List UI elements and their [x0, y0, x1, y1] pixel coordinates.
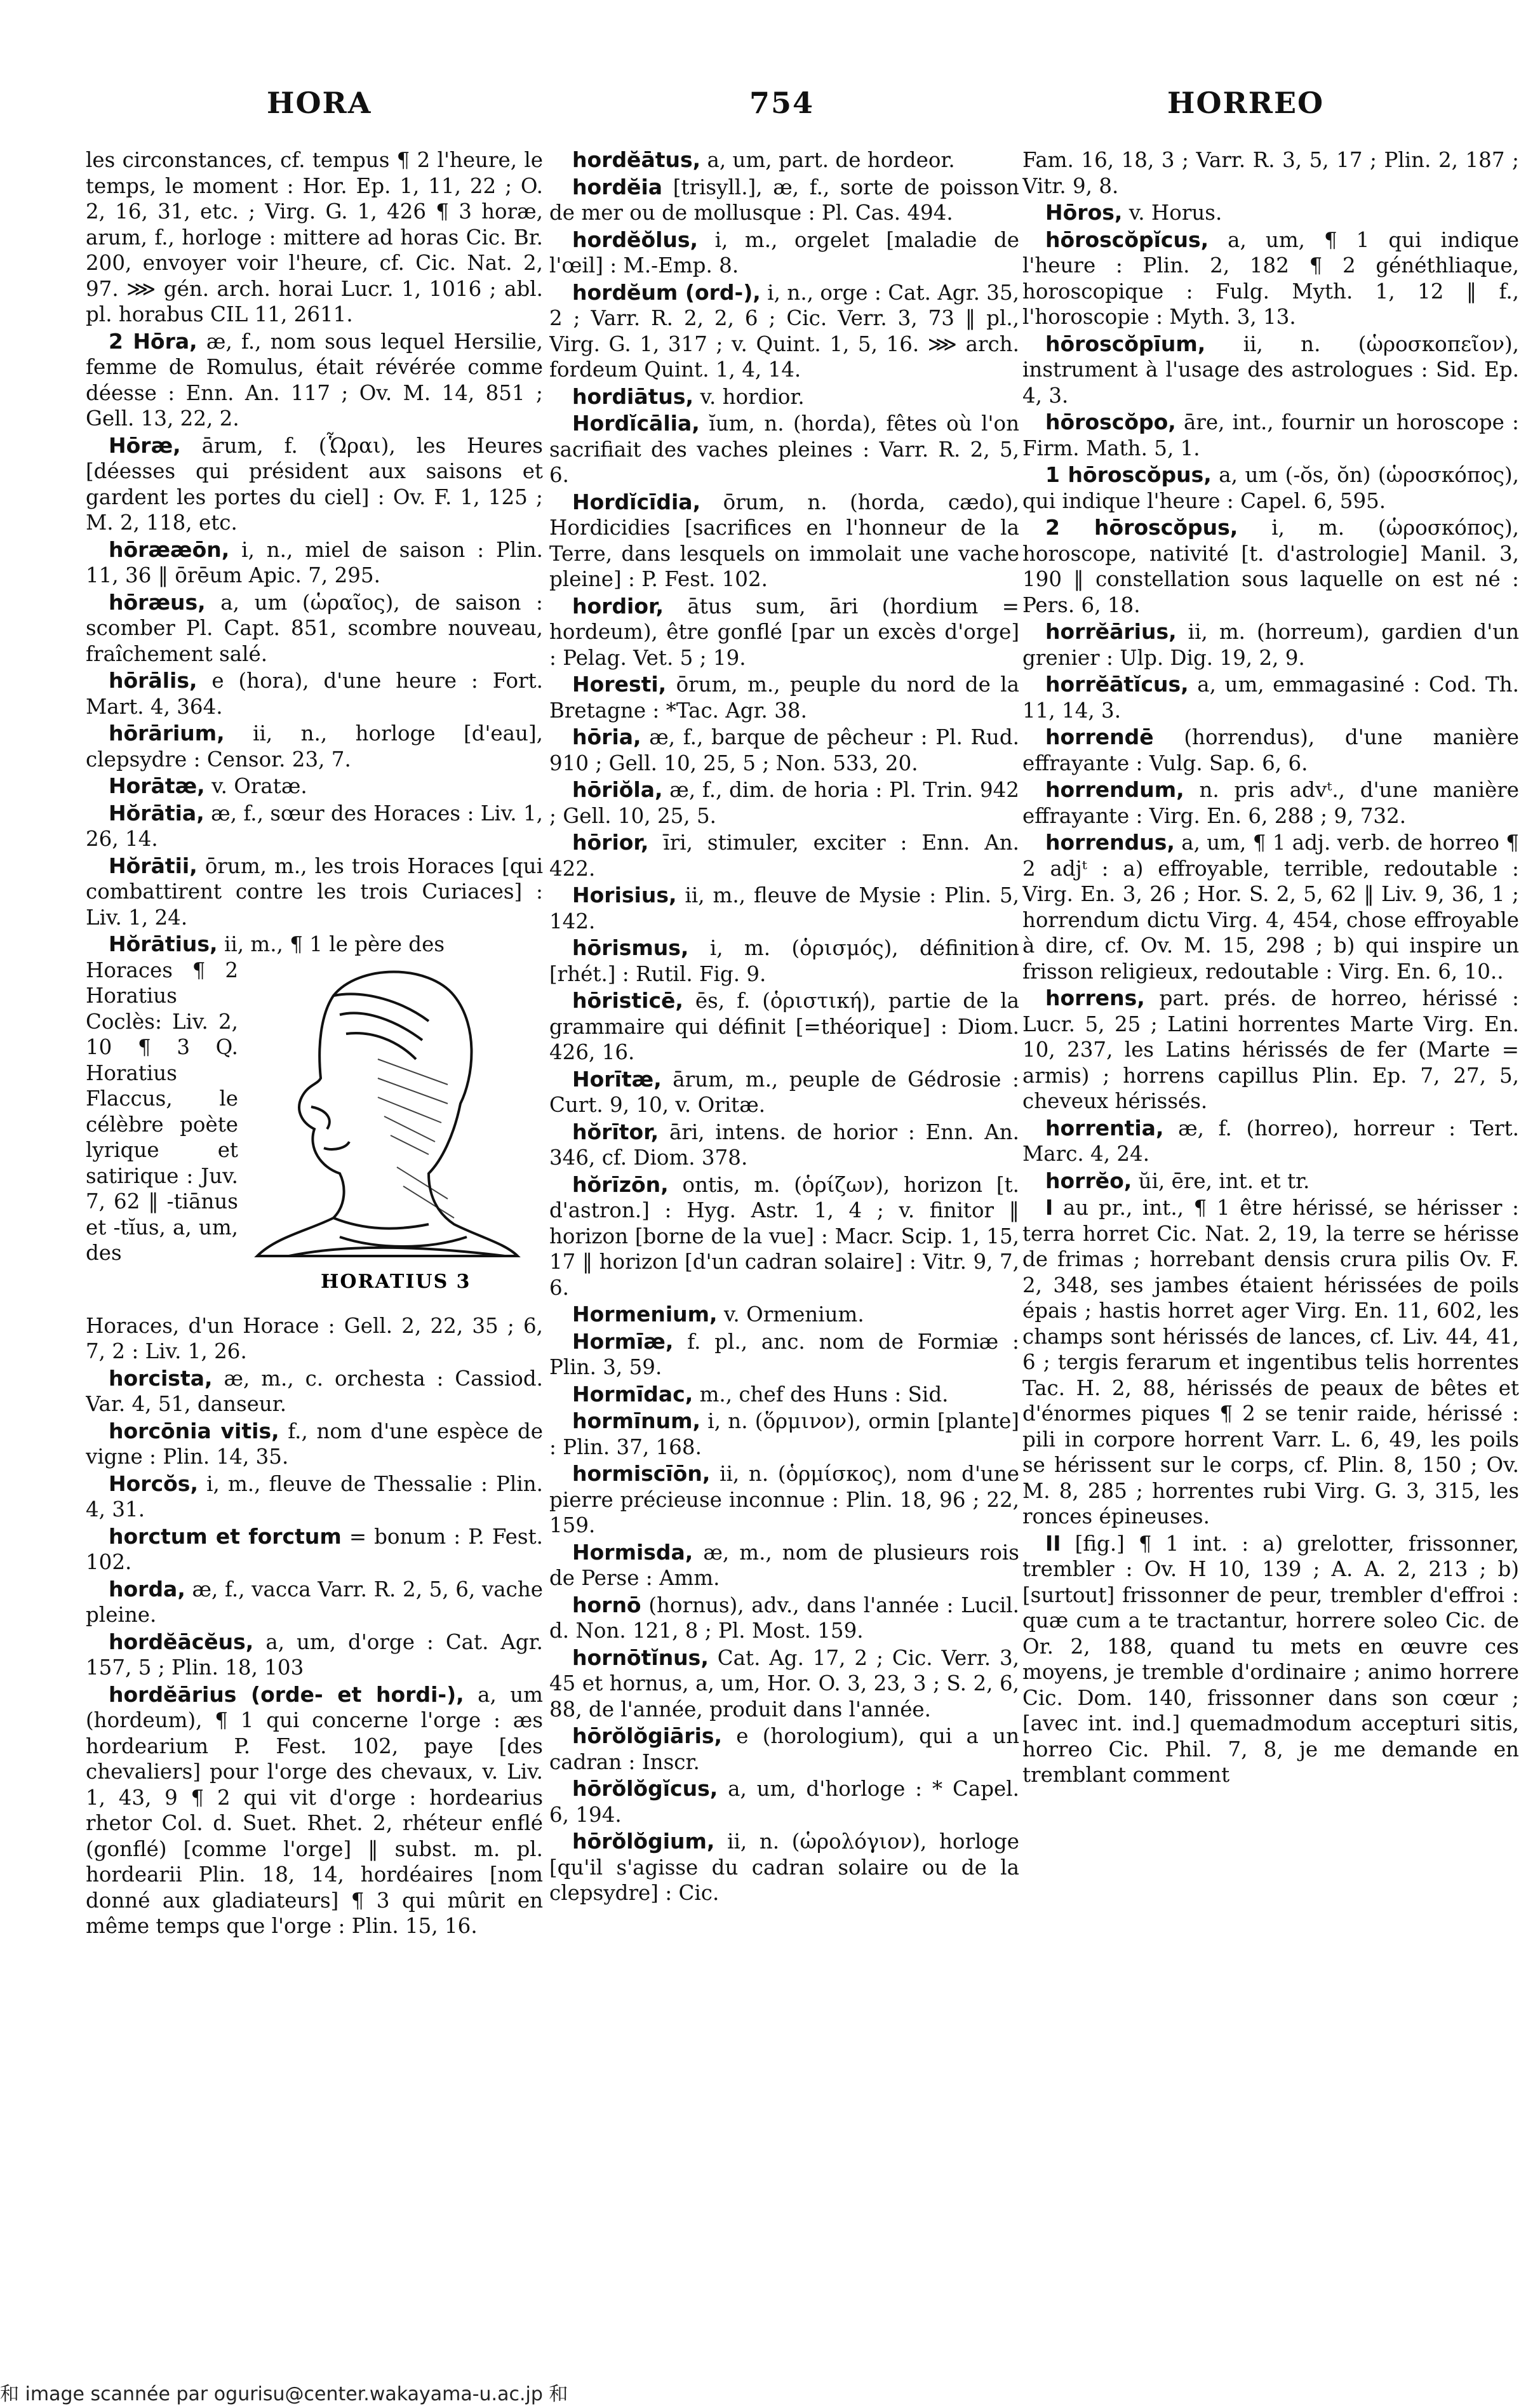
- dictionary-entry: [549, 1302, 1019, 1328]
- horatius-portrait-image: [238, 958, 537, 1300]
- column-1-entries-bottom: [86, 1313, 543, 1939]
- entry-headword: Hōros,: [1045, 200, 1123, 225]
- dictionary-entry: [549, 725, 1019, 776]
- column-2: [549, 147, 1019, 2351]
- entry-definition: a, um (-ŏs, ŏn) (ὡροσκόπος), qui indique l'heure : Capel. 6, 595.: [1022, 463, 1519, 513]
- entry-headword: II: [1045, 1530, 1061, 1556]
- entry-headword: hōroscŏpīum,: [1045, 331, 1206, 356]
- dictionary-entry: [549, 935, 1019, 987]
- dictionary-entry: [549, 1776, 1019, 1828]
- dictionary-entry: [549, 1461, 1019, 1539]
- entry-headword: 2 Hōra,: [109, 328, 198, 354]
- dictionary-entry: [1022, 331, 1519, 409]
- entry-definition: a, um, d'horloge : * Capel. 6, 194.: [549, 1777, 1019, 1827]
- entry-definition: v. hordior.: [700, 384, 805, 409]
- entry-headword: hōrŏlŏgium,: [572, 1829, 715, 1854]
- entry-headword: Horātæ,: [109, 773, 205, 798]
- dictionary-entry: [86, 1577, 543, 1628]
- entry-headword: Horcŏs,: [109, 1471, 198, 1496]
- entry-definition: ŭi, ēre, int. et tr.: [1138, 1168, 1310, 1193]
- dictionary-entry: [1022, 227, 1519, 330]
- entry-definition: i, n., orge : Cat. Agr. 35, 2 ; Varr. R. 2, 2, 6 ; Cic. Verr. 3, 73 ‖ pl., Virg. G. 1, 317 ; v. Quint. 1, 5, 16. ⋙ arch. fordeum Quint. 1, 4, 14.: [549, 280, 1019, 382]
- entry-headword: hōrālis,: [109, 668, 198, 693]
- entry-definition: f., nom d'une espèce de vigne : Plin. 14, 35.: [86, 1419, 543, 1469]
- dictionary-entry: [86, 853, 543, 931]
- entry-definition: [trisyll.], æ, f., sorte de poisson de mer ou de mollusque : Pl. Cas. 494.: [549, 175, 1019, 225]
- entry-definition: a, um, ¶ 1 adj. verb. de horreo ¶ 2 adjᵗ : a) effroyable, terrible, redoutable : Virg. En. 3, 26 ; Hor. S. 2, 5, 62 ‖ Liv. 9, 36, 1 ; horrendum dictu Virg. 4, 454, chose effroyable à dire, cf. Ov. M. 15, 298 ; b) qui inspire un frisson religieux, redoutable : Virg. En. 6, 10..: [1022, 831, 1519, 984]
- entry-headword: hōroscŏpĭcus,: [1045, 227, 1209, 252]
- entry-definition: m., chef des Huns : Sid.: [699, 1382, 949, 1407]
- dictionary-entry: [86, 433, 543, 536]
- dictionary-entry: [1022, 410, 1519, 461]
- dictionary-entry: [549, 1408, 1019, 1460]
- dictionary-entry: [549, 1829, 1019, 1906]
- dictionary-entry: [549, 411, 1019, 488]
- entry-headword: hordĕācĕus,: [109, 1629, 254, 1654]
- dictionary-entry: [1022, 1195, 1519, 1530]
- entry-headword: hōriŏla,: [572, 777, 663, 802]
- entry-definition: a, um, emmagasiné : Cod. Th. 11, 14, 3.: [1022, 672, 1519, 723]
- dictionary-entry: [549, 1723, 1019, 1775]
- entry-definition: ĭum, n. (horda), fêtes où l'on sacrifiait des vaches pleines : Varr. R. 2, 5, 6.: [549, 411, 1019, 487]
- entry-headword: horrens,: [1045, 986, 1145, 1010]
- entry-definition: ii, m. (horreum), gardien d'un grenier : Ulp. Dig. 19, 2, 9.: [1022, 620, 1519, 670]
- entry-headword: Horesti,: [572, 672, 667, 697]
- dictionary-entry: [86, 773, 543, 799]
- entry-definition: les circonstances, cf. tempus ¶ 2 l'heure, le temps, le moment : Hor. Ep. 1, 11, 22 ; O. 2, 16, 31, etc. ; Virg. G. 1, 426 ¶ 3 horæ, arum, f., horloge : mittere ad horas Cic. Br. 200, envoyer voir l'heure, cf. Cic. Nat. 2, 97. ⋙ gén. arch. horai Lucr. 1, 1016 ; abl. pl. horabus CIL 11, 2611.: [86, 148, 543, 326]
- entry-definition: ii, m., ¶ 1 le père des: [224, 932, 445, 956]
- entry-headword: hŏrīzōn,: [572, 1172, 669, 1197]
- entry-headword: Hŏrātius,: [109, 932, 218, 956]
- entry-definition: i, m. (ὁρισμός), définition [rhét.] : Rutil. Fig. 9.: [549, 936, 1019, 986]
- entry-definition: Horaces, d'un Horace : Gell. 2, 22, 35 ; 6, 7, 2 : Liv. 1, 26.: [86, 1313, 543, 1363]
- dictionary-entry: [1022, 515, 1519, 618]
- entry-definition: a, um (ὡραῖος), de saison : scomber Pl. Capt. 851, scombre nouveau, fraîchement salé.: [86, 590, 543, 666]
- entry-definition: [fig.] ¶ 1 int. : a) grelotter, frissonner, trembler : Ov. H 10, 139 ; A. A. 2, 213 ; b) [surtout] frissonner de peur, trembler d'effroi : quæ cum a te tractantur, horrere soleo Cic. de Or. 2, 188, quand tu mets en œuvre ces moyens, je tremble d'ordinaire ; animo horrere Cic. Dom. 140, frissonner dans son cœur ; [avec int. ind.] quemadmodum accepturi sitis, horreo Cic. Phil. 7, 8, je me demande en tremblant comment: [1022, 1531, 1519, 1787]
- dictionary-entry: [86, 668, 543, 719]
- entry-definition: a, um, d'orge : Cat. Agr. 157, 5 ; Plin. 18, 103: [86, 1629, 543, 1680]
- dictionary-entry: [1022, 1116, 1519, 1167]
- entry-headword: hordĕia: [572, 174, 663, 199]
- entry-headword: Hōræ,: [109, 432, 181, 458]
- entry-definition: a, um (hordeum), ¶ 1 qui concerne l'orge : æs hordearium P. Fest. 102, paye [des chevaliers] pour l'orge des chevaux, v. Liv. 1, 43, 9 ¶ 2 qui vit d'orge : hordearius rhetor Col. d. Suet. Rhet. 2, rhéteur enflé (gonflé) [comme l'orge] ‖ subst. m. pl. hordearii Plin. 18, 14, hordéaires [nom donné aux gladiateurs] ¶ 3 qui mûrit en même temps que l'orge : Plin. 15, 16.: [86, 1682, 543, 1938]
- entry-headword: hornō: [572, 1592, 641, 1617]
- entry-headword: 2 hōroscŏpus,: [1045, 515, 1238, 540]
- portrait-side-text: Horaces ¶ 2 Horatius Coclès: Liv. 2, 10 ¶ 3 Q. Horatius Flaccus, le célèbre poète lyrique et satirique : Juv. 7, 62 ‖ -tiānus et -tĭus, a, um, des: [86, 958, 238, 1265]
- entry-definition: ārum, m., peuple de Gédrosie : Curt. 9, 10, v. Oritæ.: [549, 1067, 1019, 1117]
- dictionary-entry: [549, 384, 1019, 410]
- dictionary-entry: [86, 1629, 543, 1681]
- dictionary-entry: [86, 1471, 543, 1523]
- entry-definition: v. Oratæ.: [211, 774, 307, 798]
- entry-headword: I: [1045, 1195, 1054, 1220]
- dictionary-entry: [1022, 1168, 1519, 1194]
- entry-headword: hōristicē,: [572, 988, 683, 1013]
- entry-definition: i, m., fleuve de Thessalie : Plin. 4, 31.: [86, 1471, 543, 1521]
- dictionary-entry: [1022, 200, 1519, 226]
- entry-headword: Hormīdac,: [572, 1381, 693, 1407]
- dictionary-entry: [549, 280, 1019, 383]
- dictionary-entry: [86, 1366, 543, 1417]
- entry-definition: = bonum : P. Fest. 102.: [86, 1524, 543, 1574]
- entry-headword: hōrææōn,: [109, 537, 230, 562]
- dictionary-entry: [549, 883, 1019, 934]
- entry-definition: āre, int., fournir un horoscope : Firm. Math. 5, 1.: [1022, 410, 1519, 460]
- entry-headword: horrendum,: [1045, 777, 1184, 802]
- entry-headword: hōrŏlŏgĭcus,: [572, 1776, 718, 1801]
- entry-headword: hormiscīōn,: [572, 1461, 711, 1486]
- entry-definition: Fam. 16, 18, 3 ; Varr. R. 3, 5, 17 ; Plin. 2, 187 ; Vitr. 9, 8.: [1022, 148, 1519, 198]
- portrait-caption: HORATIUS 3: [321, 1270, 471, 1293]
- entry-headword: hōrārium,: [109, 721, 225, 745]
- dictionary-entry: [549, 594, 1019, 671]
- dictionary-entry: [549, 1382, 1019, 1408]
- entry-headword: Horītæ,: [572, 1066, 662, 1092]
- header-right-word: HORREO: [1167, 86, 1325, 120]
- dictionary-entry: [549, 227, 1019, 279]
- entry-definition: ontis, m. (ὁρίζων), horizon [t. d'astron.] : Hyg. Astr. 1, 4 ; v. finitor ‖ horizon [borne de la vue] : Macr. Scip. 1, 15, 17 ‖ horizon [d'un cadran solaire] : Vitr. 9, 7, 6.: [549, 1172, 1019, 1300]
- dictionary-entry: [1022, 986, 1519, 1114]
- entry-definition: ārum, f. (Ὧραι), les Heures [déesses qui président aux saisons et gardent les portes du ciel] : Ov. F. 1, 125 ; M. 2, 118, etc.: [86, 433, 543, 535]
- entry-definition: a, um, part. de hordeor.: [707, 148, 955, 172]
- dictionary-entry: [549, 1593, 1019, 1644]
- dictionary-entry: [549, 988, 1019, 1066]
- column-3: [1022, 147, 1519, 2351]
- entry-definition: i, m. (ὡροσκόπος), horoscope, nativité [t. d'astrologie] Manil. 3, 190 ‖ constellation sous laquelle on est né : Pers. 6, 18.: [1022, 516, 1519, 617]
- dictionary-entry: [86, 590, 543, 667]
- entry-definition: f. pl., anc. nom de Formiæ : Plin. 3, 59.: [549, 1329, 1019, 1379]
- entry-definition: æ, m., c. orchesta : Cassiod. Var. 4, 51, danseur.: [86, 1366, 543, 1416]
- entry-headword: hordĕātus,: [572, 147, 701, 172]
- entry-definition: æ, f., sœur des Horaces : Liv. 1, 26, 14.: [86, 801, 543, 851]
- entry-definition: ii, n. (ὡρολόγιον), horloge [qu'il s'agisse du cadran solaire ou de la clepsydre] : Cic.: [549, 1829, 1019, 1905]
- dictionary-entry: [86, 932, 543, 958]
- entry-definition: æ, f., dim. de horia : Pl. Trin. 942 ; Gell. 10, 25, 5.: [549, 778, 1019, 828]
- entry-headword: hōræus,: [109, 589, 206, 615]
- dictionary-entry: [549, 672, 1019, 723]
- entry-definition: i, n., miel de saison : Plin. 11, 36 ‖ ōrēum Apic. 7, 295.: [86, 537, 543, 587]
- dictionary-entry: [549, 490, 1019, 592]
- entry-headword: horrendus,: [1045, 830, 1175, 855]
- entry-definition: æ, f. (horreo), horreur : Tert. Marc. 4, 24.: [1022, 1116, 1519, 1166]
- entry-headword: horrentia,: [1045, 1115, 1164, 1140]
- entry-headword: horrĕātĭcus,: [1045, 672, 1189, 697]
- entry-definition: Cat. Ag. 17, 2 ; Cic. Verr. 3, 45 et hornus, a, um, Hor. O. 3, 23, 3 ; S. 2, 6, 88, de l'année, produit dans l'année.: [549, 1645, 1019, 1721]
- entry-definition: v. Horus.: [1128, 201, 1222, 225]
- entry-headword: hormīnum,: [572, 1408, 701, 1433]
- entry-definition: āri, intens. de horior : Enn. An. 346, cf. Diom. 378.: [549, 1119, 1019, 1170]
- entry-definition: ii, m., fleuve de Mysie : Plin. 5, 142.: [549, 883, 1019, 933]
- entry-headword: horcista,: [109, 1365, 213, 1391]
- entry-definition: ii, n. (ὁρμίσκος), nom d'une pierre précieuse inconnue : Plin. 18, 96 ; 22, 159.: [549, 1462, 1019, 1537]
- dictionary-entry: [549, 147, 1019, 173]
- dictionary-entry: [549, 830, 1019, 881]
- entry-headword: Hordĭcīdia,: [572, 489, 701, 514]
- entry-headword: horrĕo,: [1045, 1168, 1132, 1193]
- dictionary-entry: [86, 537, 543, 589]
- entry-headword: hordĕārius (orde- et hordi-),: [109, 1681, 464, 1707]
- entry-definition: au pr., int., ¶ 1 être hérissé, se hérisser : terra horret Cic. Nat. 2, 19, la terre se hérisse de frimas ; horrebant densis crura pilis Ov. F. 2, 348, ses jambes étaient hérissées de poils épais ; hastis horret ager Virg. En. 11, 602, les champs sont hérissés de lances, cf. Liv. 44, 41, 6 ; tergis ferarum et ingentibus telis horrentes Tac. H. 2, 88, hérissés de peaux de bêtes et d'énormes piques ¶ 2 se tenir raide, hérissé : pili in corpore horrent Varr. L. 6, 49, les poils se hérissent sur le corps, cf. Plin. 8, 150 ; Ov. M. 8, 285 ; horrentes rubi Virg. G. 3, 315, les ronces épineuses.: [1022, 1196, 1519, 1528]
- entry-definition: e (horologium), qui a un cadran : Inscr.: [549, 1724, 1019, 1774]
- entry-definition: a, um, ¶ 1 qui indique l'heure : Plin. 2, 182 ¶ 2 généthliaque, horoscopique : Fulg. Myth. 1, 12 ‖ f., l'horoscopie : Myth. 3, 13.: [1022, 227, 1519, 329]
- entry-headword: Hŏrātii,: [109, 853, 198, 878]
- entry-headword: hōrŏlŏgiāris,: [572, 1723, 723, 1748]
- entry-definition: ōrum, m., les trois Horaces [qui combattirent contre les trois Curiaces] : Liv. 1, 24.: [86, 853, 543, 930]
- entry-definition: i, m., orgelet [maladie de l'œil] : M.-Emp. 8.: [549, 227, 1019, 277]
- dictionary-entry: [549, 1540, 1019, 1591]
- entry-definition: æ, f., nom sous lequel Hersilie, femme de Romulus, était révérée comme déesse : Enn. An. 117 ; Ov. M. 14, 851 ; Gell. 13, 22, 2.: [86, 329, 543, 431]
- entry-definition: n. pris advᵗ., d'une manière effrayante : Virg. En. 6, 288 ; 9, 732.: [1022, 778, 1519, 828]
- dictionary-entry: [549, 777, 1019, 829]
- dictionary-entry: [549, 1172, 1019, 1301]
- entry-headword: hōrismus,: [572, 935, 689, 960]
- entry-headword: Hordĭcālia,: [572, 411, 700, 436]
- dictionary-entry: [86, 1313, 543, 1365]
- dictionary-entry: [86, 721, 543, 772]
- entry-definition: e (hora), d'une heure : Fort. Mart. 4, 364.: [86, 669, 543, 719]
- entry-definition: īri, stimuler, exciter : Enn. An. 422.: [549, 831, 1019, 881]
- entry-definition: ōrum, m., peuple du nord de la Bretagne : *Tac. Agr. 38.: [549, 672, 1019, 723]
- entry-headword: Hŏrātia,: [109, 800, 204, 825]
- entry-headword: hornōtĭnus,: [572, 1645, 709, 1670]
- entry-definition: v. Ormenium.: [723, 1302, 864, 1327]
- dictionary-entry: [86, 1419, 543, 1470]
- entry-definition: part. prés. de horreo, hérissé : Lucr. 5, 25 ; Latini horrentes Marte Virg. En. 10, 237, les Latins hérissés de fer (Marte = armis) ; horrens capillus Plin. Ep. 7, 27, 5, cheveux hérissés.: [1022, 986, 1519, 1113]
- entry-definition: æ, m., nom de plusieurs rois de Perse : Amm.: [549, 1540, 1019, 1590]
- dictionary-entry: [1022, 672, 1519, 723]
- entry-definition: æ, f., barque de pêcheur : Pl. Rud. 910 ; Gell. 10, 25, 5 ; Non. 533, 20.: [549, 725, 1019, 775]
- entry-headword: hōria,: [572, 725, 641, 749]
- dictionary-entry: [86, 801, 543, 852]
- dictionary-entry: [549, 175, 1019, 226]
- dictionary-entry: [1022, 777, 1519, 829]
- entry-headword: Horisius,: [572, 883, 677, 907]
- dictionary-entry: [1022, 1531, 1519, 1788]
- entry-headword: horda,: [109, 1576, 185, 1601]
- entry-headword: hordior,: [572, 593, 664, 618]
- entry-definition: ii, n. (ὡροσκοπεῖον), instrument à l'usage des astrologues : Sid. Ep. 4, 3.: [1022, 331, 1519, 408]
- dictionary-entry: [549, 1067, 1019, 1118]
- column-1-entries-top: [86, 147, 543, 958]
- dictionary-entry: [549, 1329, 1019, 1380]
- dictionary-entry: [549, 1645, 1019, 1723]
- entry-headword: Hormenium,: [572, 1302, 718, 1327]
- dictionary-entry: [86, 329, 543, 432]
- entry-headword: hōroscŏpo,: [1045, 410, 1176, 434]
- entry-headword: horrĕārius,: [1045, 619, 1177, 644]
- entry-headword: horctum et forctum: [109, 1523, 342, 1549]
- entry-definition: æ, f., vacca Varr. R. 2, 5, 6, vache pleine.: [86, 1577, 543, 1627]
- entry-definition: ōrum, n. (horda, cædo), Hordicidies [sacrifices en l'honneur de la Terre, dans lesquels on immolait une vache pleine] : P. Fest. 102.: [549, 490, 1019, 591]
- entry-headword: horcōnia vitis,: [109, 1418, 279, 1443]
- entry-headword: 1 hōroscŏpus,: [1045, 462, 1212, 487]
- entry-definition: ēs, f. (ὁριστική), partie de la grammaire qui définit [=théorique] : Diom. 426, 16.: [549, 989, 1019, 1064]
- dictionary-entry: [86, 147, 543, 328]
- portrait-block: [86, 958, 543, 1313]
- entry-definition: i, n. (ὅρμινον), ormin [plante] : Plin. 37, 168.: [549, 1409, 1019, 1459]
- entry-headword: hŏrītor,: [572, 1119, 659, 1144]
- entry-definition: (hornus), adv., dans l'année : Lucil. d. Non. 121, 8 ; Pl. Most. 159.: [549, 1593, 1019, 1643]
- entry-headword: hordĕŏlus,: [572, 227, 699, 252]
- dictionary-entry: [1022, 830, 1519, 984]
- entry-headword: hōrior,: [572, 830, 649, 855]
- entry-definition: ātus sum, āri (hordium = hordeum), être gonflé [par un excès d'orge] : Pelag. Vet. 5 ; 19.: [549, 594, 1019, 670]
- entry-definition: ii, n., horloge [d'eau], clepsydre : Censor. 23, 7.: [86, 721, 543, 772]
- dictionary-entry: [86, 1524, 543, 1575]
- dictionary-entry: [1022, 462, 1519, 514]
- page-header: [0, 86, 1540, 137]
- entry-headword: hordiātus,: [572, 384, 694, 409]
- dictionary-entry: [1022, 147, 1519, 199]
- portrait-side-text-wrapper: [86, 958, 238, 1266]
- entry-headword: Hormisda,: [572, 1539, 693, 1565]
- dictionary-entry: [1022, 725, 1519, 776]
- entry-headword: hordĕum (ord-),: [572, 279, 761, 305]
- dictionary-entry: [549, 1119, 1019, 1171]
- entry-headword: Hormīæ,: [572, 1328, 674, 1354]
- column-1: [86, 147, 543, 2351]
- dictionary-entry: [86, 1682, 543, 1939]
- header-left-word: HORA: [267, 86, 372, 120]
- column-3-entries: [1022, 147, 1519, 1788]
- dictionary-entry: [1022, 619, 1519, 671]
- entry-headword: horrendē: [1045, 725, 1154, 749]
- column-2-entries: [549, 147, 1019, 1906]
- entry-definition: (horrendus), d'une manière effrayante : Vulg. Sap. 6, 6.: [1022, 725, 1519, 775]
- scan-credit-footer: 和 image scannée par ogurisu@center.wakayama-u.ac.jp 和: [0, 2383, 568, 2405]
- page-number: 754: [749, 86, 815, 120]
